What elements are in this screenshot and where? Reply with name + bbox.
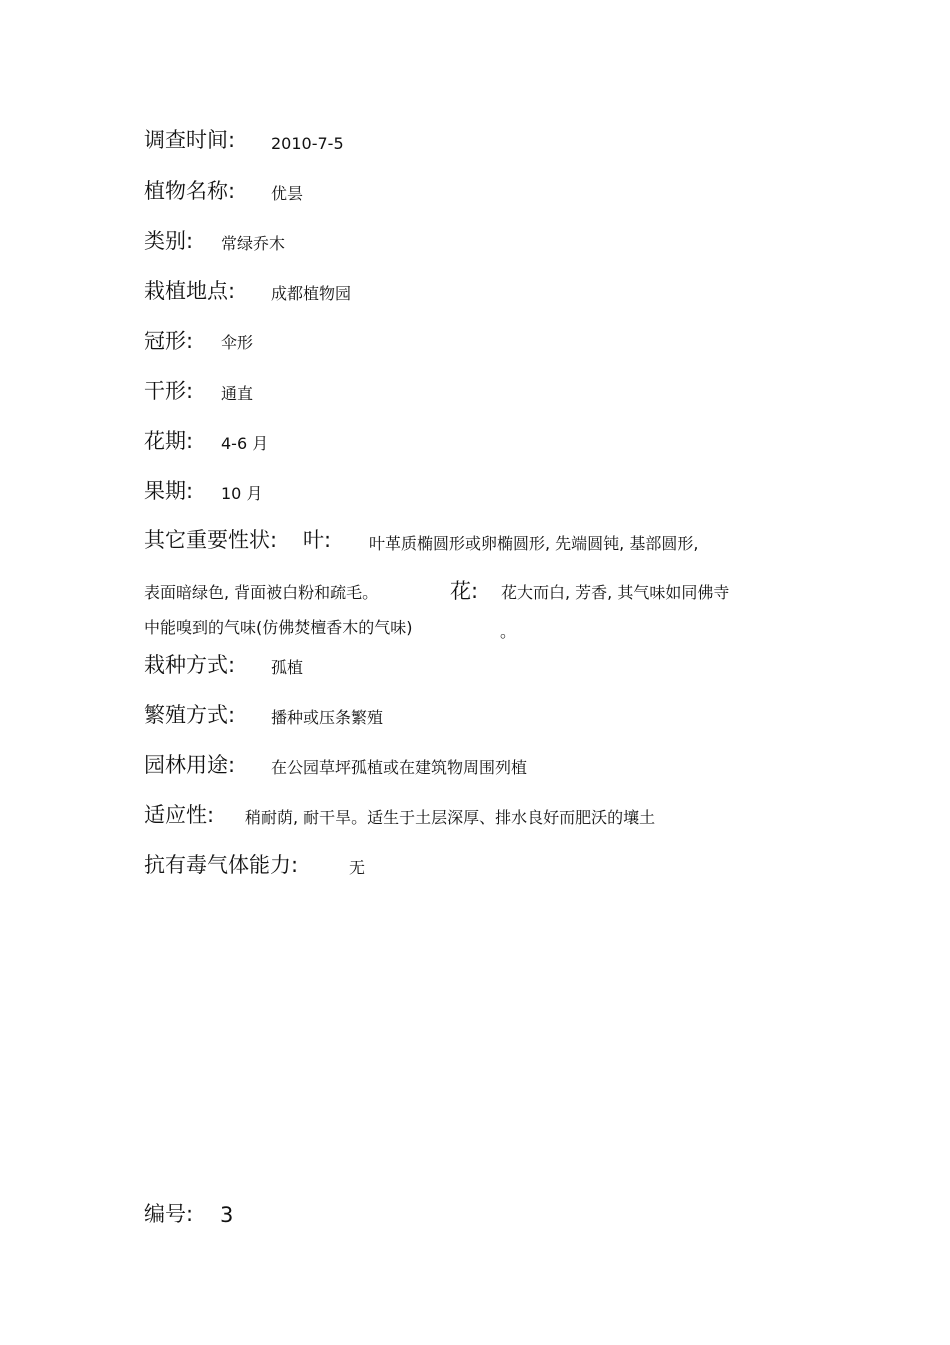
category-label: 类别: [144, 229, 194, 253]
survey-time-label: 调查时间: [144, 128, 236, 152]
propagation-label: 繁殖方式: [144, 703, 236, 727]
serial-label: 编号: [144, 1202, 194, 1226]
landscape-use-value: 在公园草坪孤植或在建筑物周围列植 [271, 758, 528, 777]
crown-shape-value: 伞形 [221, 333, 254, 352]
flower-label: 花: [450, 579, 479, 603]
flower-description-line1: 花大而白, 芳香, 其气味如同佛寺 [501, 583, 730, 602]
leaf-label: 叶: [303, 528, 332, 552]
leaf-description-line2: 表面暗绿色, 背面被白粉和疏毛。 [144, 583, 379, 602]
category-value: 常绿乔木 [221, 234, 286, 253]
propagation-value: 播种或压条繁殖 [271, 708, 384, 727]
fruiting-value: 10 月 [221, 484, 263, 503]
adaptability-value: 稍耐荫, 耐干旱。适生于土层深厚、排水良好而肥沃的壤土 [245, 808, 656, 827]
planting-method-value: 孤植 [271, 658, 304, 677]
gas-resistance-label: 抗有毒气体能力: [144, 853, 299, 877]
location-value: 成都植物园 [271, 284, 352, 303]
crown-shape-label: 冠形: [144, 329, 194, 353]
fruiting-label: 果期: [144, 479, 194, 503]
flowering-value: 4-6 月 [221, 434, 269, 453]
adaptability-label: 适应性: [144, 803, 215, 827]
flowering-label: 花期: [144, 429, 194, 453]
survey-time-value: 2010-7-5 [271, 134, 344, 153]
flower-description-end: 。 [500, 622, 517, 641]
plant-name-value: 优昙 [271, 184, 304, 203]
gas-resistance-value: 无 [349, 858, 366, 877]
plant-name-label: 植物名称: [144, 179, 236, 203]
row-other-traits [144, 530, 864, 640]
location-label: 栽植地点: [144, 279, 236, 303]
serial-value: 3 [220, 1203, 234, 1227]
trunk-shape-label: 干形: [144, 379, 194, 403]
other-traits-label: 其它重要性状: [144, 528, 278, 552]
leaf-description-line1: 叶革质椭圆形或卵椭圆形, 先端圆钝, 基部圆形, [369, 534, 699, 553]
flower-description-line2: 中能嗅到的气味(仿佛焚檀香木的气味) [144, 618, 413, 637]
trunk-shape-value: 通直 [221, 384, 254, 403]
planting-method-label: 栽种方式: [144, 653, 236, 677]
landscape-use-label: 园林用途: [144, 753, 236, 777]
